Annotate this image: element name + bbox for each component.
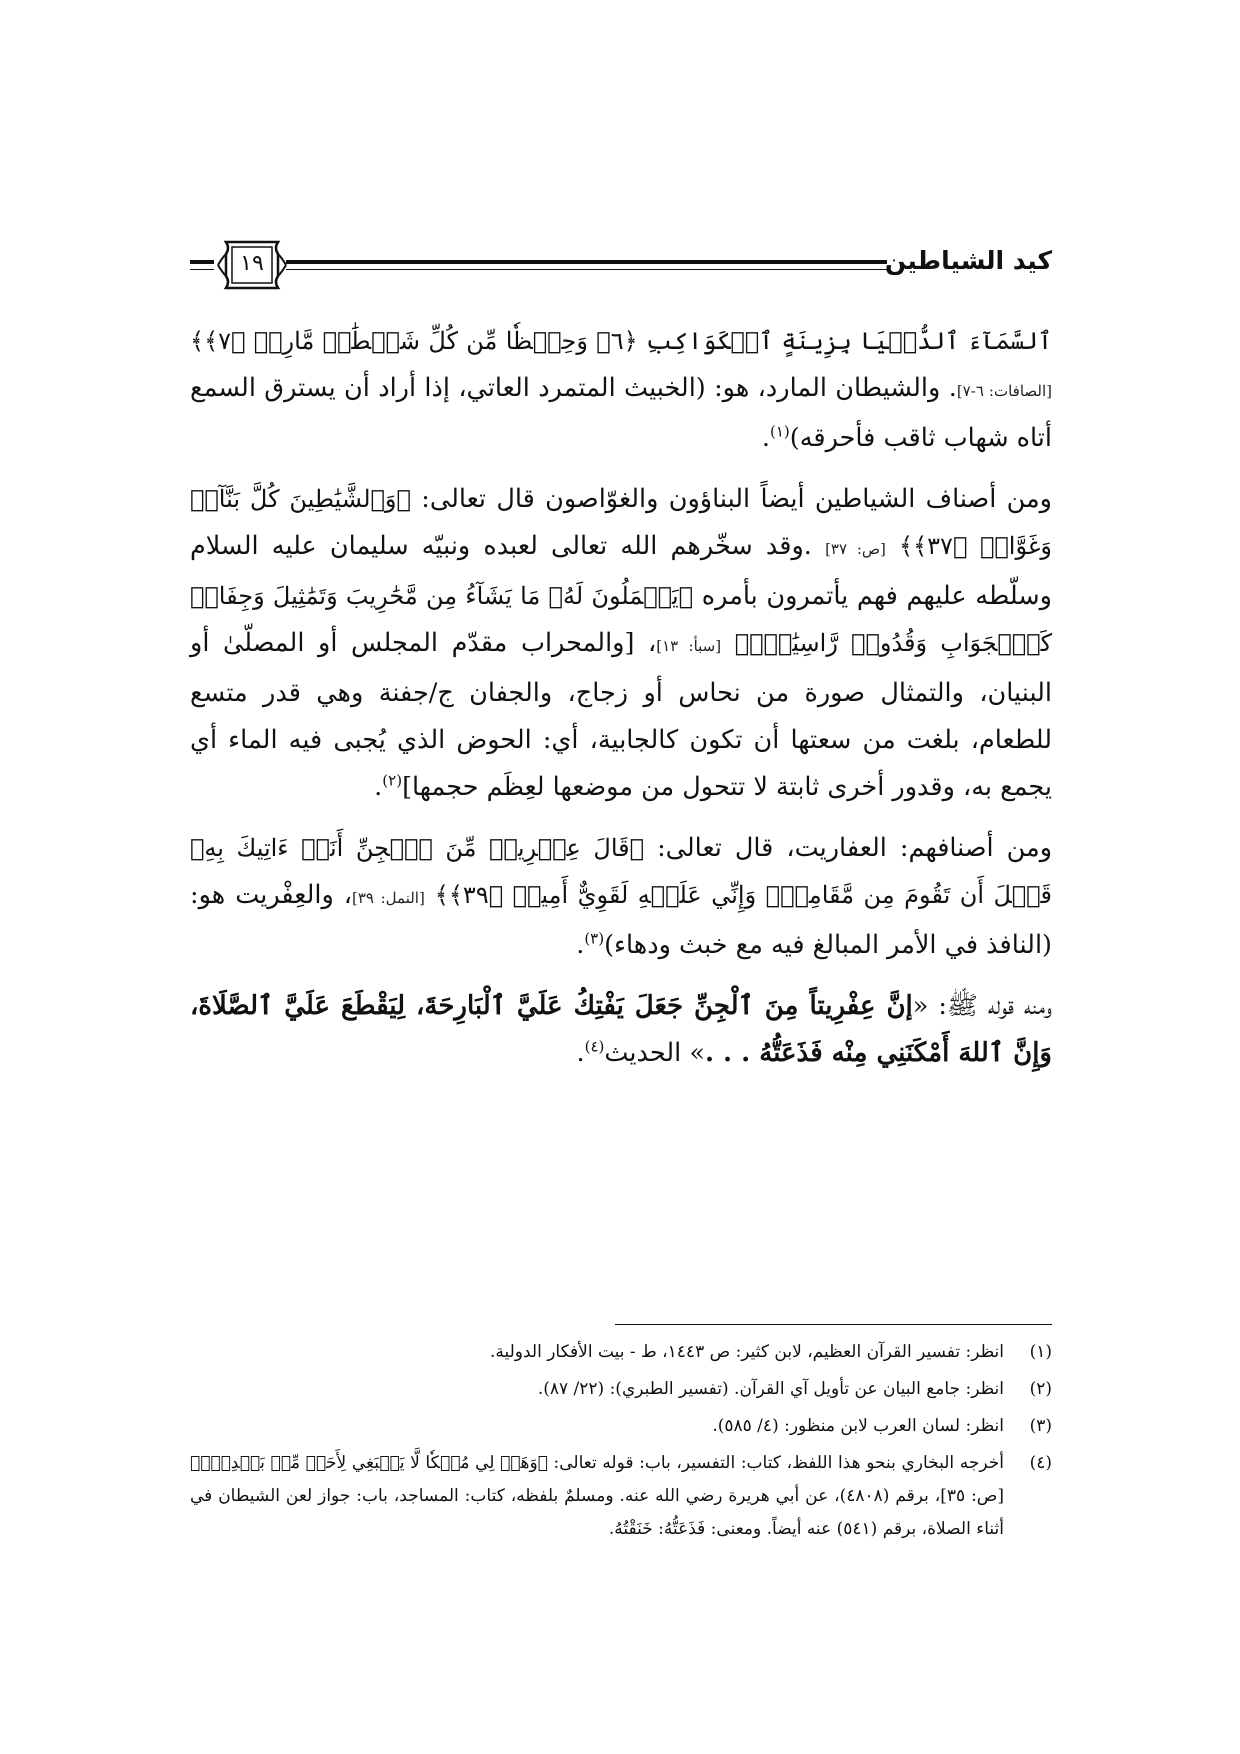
punctuation: . [576, 930, 585, 960]
paragraph-3 [190, 825, 1052, 969]
page-number-badge [216, 238, 288, 292]
footnote-marker[interactable]: (٢) [382, 771, 403, 790]
paragraph-4 [190, 983, 1052, 1077]
footnotes [190, 1336, 1052, 1550]
header-rule-left [190, 260, 214, 270]
paragraph-1 [190, 318, 1052, 462]
quran-verse: ﴿يَعۡمَلُونَ لَهُۥ مَا يَشَآءُ مِن مَّحَٰرِيبَ وَتَمَٰثِيلَ وَجِفَانٖ كَٱلۡجَوَابِ وَقُدُورٖ رَّاسِيَٰتٍۚ﴾ [190, 582, 1053, 657]
paragraph-2 [190, 476, 1052, 811]
paragraph-text: .وقد سخّرهم الله تعالى لعبده ونبيّه سليمان عليه السلام وسلّطه عليهم فهم يأتمرون بأمره [190, 531, 1052, 611]
verse-reference: [النمل: ٣٩] [351, 889, 425, 907]
paragraph-text: . والشيطان المارد، هو: (الخبيث المتمرد العاتي، إذا أراد أن يسترق السمع أتاه شهاب ثاقب فأحرقه) [190, 373, 1052, 453]
footnote-separator [615, 1324, 1052, 1325]
verse-reference: [الصافات: ٦-٧] [956, 382, 1052, 400]
main-text [190, 318, 1052, 1091]
paragraph-text: ومن أصناف الشياطين أيضاً البناؤون والغوّاصون قال تعالى: [421, 484, 1052, 514]
footnote-marker[interactable]: (١) [769, 422, 790, 441]
footnote-marker[interactable]: (٤) [584, 1037, 605, 1056]
quran-verse: ٱلسَّمَآءَ ٱلدُّنۡيَا بِزِينَةٍ ٱلۡكَوَاكِبِ ﴿٦﴾ وَحِفۡظٗا مِّن كُلِّ شَيۡطَٰنٖ مَّارِدٖ ﴿٧﴾﴾ [190, 327, 1052, 355]
punctuation: . [374, 772, 383, 802]
page-number: ١٩ [240, 251, 264, 276]
verse-reference: [سبأ: ١٣] [656, 637, 722, 655]
footnote-text: أخرجه البخاري بنحو هذا اللفظ، كتاب: التفسير، باب: قوله تعالى: ﴿وَهَبۡ لِي مُلۡكٗا لَّا يَنۢبَغِي لِأَحَدٖ مِّنۢ بَعۡدِيٓۖ﴾ [ص: ٣٥]، برقم (٤٨٠٨)، عن أبي هريرة رضي الله عنه. ومسلمٌ بلفظه، كتاب: المساجد، باب: جواز لعن الشيطان في أثناء الصلاة، برقم (٥٤١) عنه أيضاً. ومعنى: فَذَعَتُّهُ: خَنَقْتُهُ. [190, 1453, 1004, 1539]
paragraph-text: ومن أصنافهم: العفاريت، قال تعالى: [657, 833, 1053, 863]
footnote-number: (١) [1029, 1342, 1052, 1362]
footnote-text: انظر: تفسير القرآن العظيم، لابن كثير: ص ١٤٤٣، ط - بيت الأفكار الدولية. [489, 1342, 1004, 1362]
paragraph-text: » الحديث [604, 1038, 705, 1068]
running-title: كيد الشياطين [884, 246, 1052, 275]
paragraph-text: ومنه قوله ﷺ: « [912, 991, 1053, 1021]
hadith-text: إنَّ عِفْرِيتاً مِنَ ٱلْجِنِّ جَعَلَ يَفْتِكُ عَلَيَّ ٱلْبَارِحَةَ، لِيَقْطَعَ عَلَيَّ ٱلصَّلَاةَ، وَإِنَّ ٱللهَ أَمْكَنَنِي مِنْه فَذَعَتُّهُ . . . [190, 991, 1052, 1068]
page-header [190, 238, 1052, 292]
footnote-marker[interactable]: (٣) [584, 929, 605, 948]
footnote-number: (٣) [1029, 1416, 1052, 1436]
footnote-4 [190, 1447, 1052, 1546]
footnote-number: (٢) [1029, 1379, 1052, 1399]
punctuation: . [576, 1038, 585, 1068]
verse-reference: [ص: ٣٧] [825, 540, 886, 558]
quran-verse: ﴿قَالَ عِفۡرِيتٞ مِّنَ ٱلۡجِنِّ أَنَا۠ ءَاتِيكَ بِهِۦ قَبۡلَ أَن تَقُومَ مِن مَّقَامِكَۖ وَإِنِّي عَلَيۡهِ لَقَوِيٌّ أَمِينٞ ﴿٣٩﴾﴾ [190, 834, 1053, 909]
footnote-1 [190, 1336, 1052, 1369]
punctuation: . [761, 423, 770, 453]
footnote-3 [190, 1410, 1052, 1443]
footnote-number: (٤) [1029, 1453, 1052, 1473]
footnote-text: انظر: جامع البيان عن تأويل آي القرآن. (تفسير الطبري): (٢٢/ ٨٧). [537, 1379, 1004, 1399]
header-rule [286, 260, 887, 270]
paragraph-text: ، [والمحراب مقدّم المجلس أو المصلّىٰ أو البنيان، والتمثال صورة من نحاس أو زجاج، والجفان ج/جفنة وهي قدر متسع للطعام، بلغت من سعتها أن تكون كالجابية، أي: الحوض الذي يُجبى فيه الماء أي يجمع به، وقدور أخرى ثابتة لا تتحول من موضعها لعِظَم حجمها] [190, 628, 1052, 802]
footnote-2 [190, 1373, 1052, 1406]
footnote-text: انظر: لسان العرب لابن منظور: (٤/ ٥٨٥). [712, 1416, 1004, 1436]
paragraph-text: ، والعِفْريت هو: (النافذ في الأمر المبالغ فيه مع خبث ودهاء) [190, 880, 1052, 960]
quran-verse: ﴿وَٱلشَّيَٰطِينَ كُلَّ بَنَّآءٖ وَغَوَّاصٖ ﴿٣٧﴾﴾ [190, 485, 1053, 560]
